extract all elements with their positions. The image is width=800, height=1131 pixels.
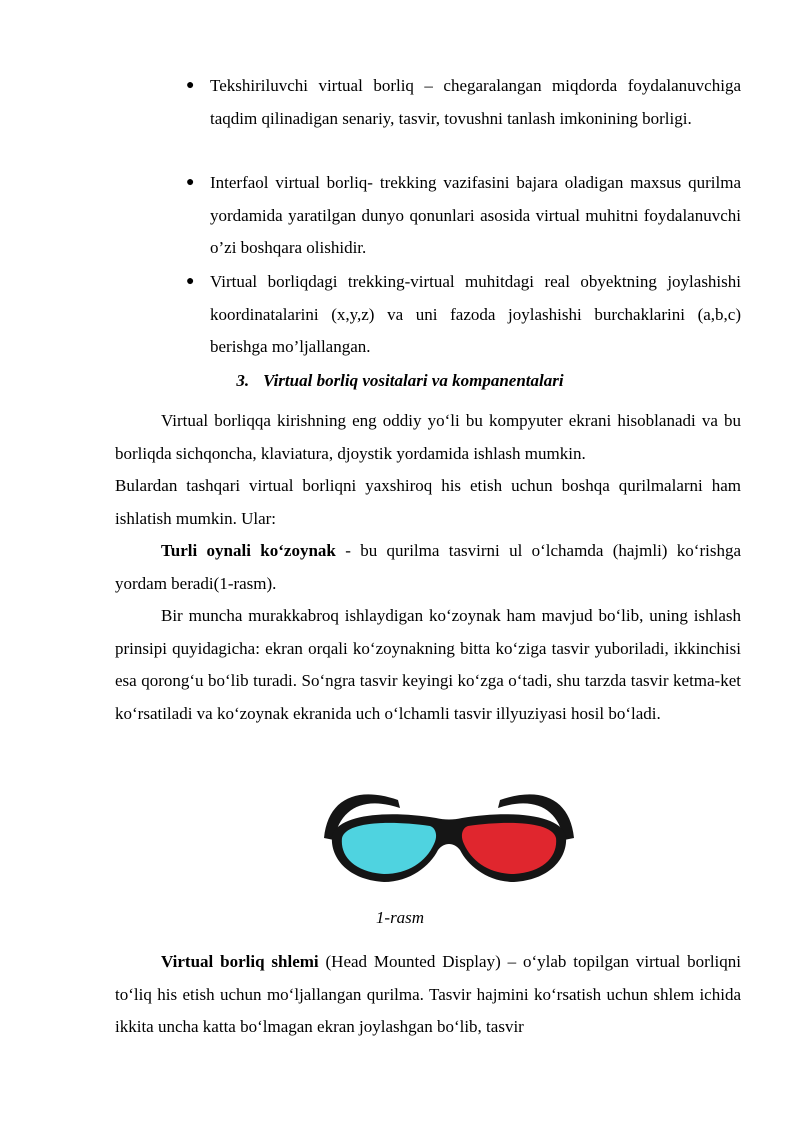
paragraph: Bir muncha murakkabroq ishlaydigan ko‘zoynak ham mavjud bo‘lib, uning ishlash prinsipi quyidagicha: ekran orqali ko‘zoynakning bitta ko‘ziga tasvir yuboriladi, ikkinchisi esa qorong‘u bo‘lib turadi. So‘ngra tasvir keyingi ko‘zga o‘tadi, shu tarzda tasvir ketma-ket ko‘rsatiladi va ko‘zoynak ekranida uch o‘lchamli tasvir illyuziyasi hosil bo‘ladi. bbox=[115, 606, 741, 723]
term-bold: Turli oynali ko‘zoynak bbox=[161, 541, 336, 560]
figure-caption: 1-rasm bbox=[375, 908, 425, 927]
section-heading bbox=[0, 366, 800, 396]
paragraph: Bulardan tashqari virtual borliqni yaxshiroq his etish uchun boshqa qurilmalarni ham ishlatish mumkin. Ular: bbox=[115, 476, 741, 528]
bullet-item bbox=[186, 167, 741, 265]
bullet-icon: ● bbox=[186, 175, 195, 190]
bullet-icon: ● bbox=[186, 78, 195, 93]
paragraph bbox=[115, 535, 741, 600]
paragraph: Virtual borliqqa kirishning eng oddiy yo‘li bu kompyuter ekrani hisoblanadi va bu borliqda sichqoncha, klaviatura, djoystik yordamida ishlash mumkin. bbox=[115, 411, 741, 463]
bullet-icon: ● bbox=[186, 274, 195, 289]
bullet-text: Tekshiriluvchi virtual borliq – chegaralangan miqdorda foydalanuvchiga taqdim qilinadigan senariy, tasvir, tovushni tanlash imkonining borligi. bbox=[210, 76, 741, 128]
paragraph bbox=[115, 946, 741, 1044]
section-title: Virtual borliq vositalari va kompanentalari bbox=[263, 371, 564, 390]
term-bold: Virtual borliq shlemi bbox=[161, 952, 319, 971]
paragraph-text: - bu qurilma tasvirni ul o‘lchamda (hajmli) ko‘rishga yordam beradi(1-rasm). bbox=[115, 541, 741, 593]
section-number: 3. bbox=[236, 371, 250, 390]
glasses-image bbox=[318, 778, 580, 888]
paragraph-text: (Head Mounted Display) – o‘ylab topilgan virtual borliqni to‘liq his etish uchun mo‘ljallangan qurilma. Tasvir hajmini ko‘rsatish uchun shlem ichida ikkita uncha katta bo‘lmagan ekran joylashgan bo‘lib, tasvir bbox=[115, 952, 741, 1036]
bullet-item bbox=[186, 266, 741, 364]
bullet-item bbox=[186, 70, 741, 135]
bullet-text: Virtual borliqdagi trekking-virtual muhitdagi real obyektning joylashishi koordinatalarini (x,y,z) va uni fazoda joylashishi burchaklarini (a,b,c) berishga mo’ljallangan. bbox=[210, 272, 741, 356]
bullet-text: Interfaol virtual borliq- trekking vazifasini bajara oladigan maxsus qurilma yordamida yaratilgan dunyo qonunlari asosida virtual muhitni foydalanuvchi o’zi boshqara olishidir. bbox=[210, 173, 741, 257]
